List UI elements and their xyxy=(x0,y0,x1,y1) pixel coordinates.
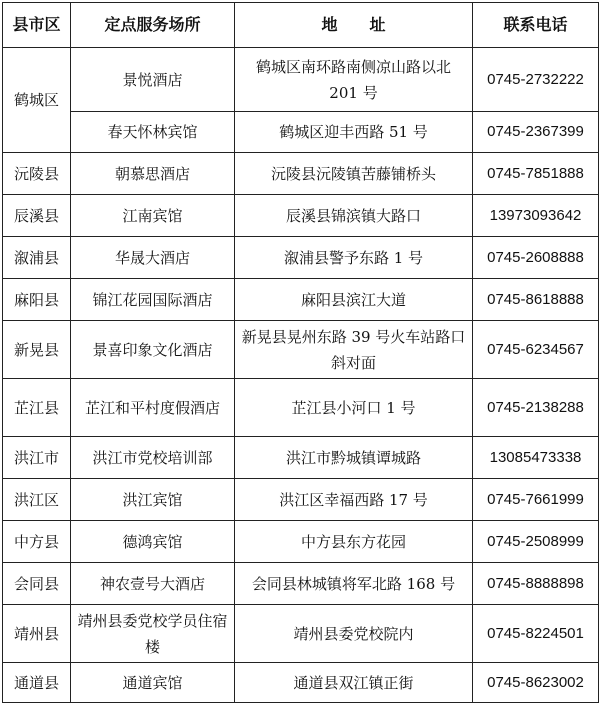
address-cell: 洪江区幸福西路 17 号 xyxy=(235,479,473,521)
phone-cell: 13085473338 xyxy=(473,437,599,479)
phone-cell: 0745-6234567 xyxy=(473,321,599,379)
venue-cell: 通道宾馆 xyxy=(71,663,235,703)
table-row xyxy=(3,195,599,237)
table-row xyxy=(3,321,599,379)
venue-cell: 江南宾馆 xyxy=(71,195,235,237)
header-phone: 联系电话 xyxy=(473,3,599,48)
venue-cell: 春天怀林宾馆 xyxy=(71,112,235,153)
table-row xyxy=(3,437,599,479)
phone-cell: 0745-2732222 xyxy=(473,48,599,112)
venue-cell: 洪江市党校培训部 xyxy=(71,437,235,479)
county-cell: 会同县 xyxy=(3,563,71,605)
county-cell: 辰溪县 xyxy=(3,195,71,237)
table-row xyxy=(3,479,599,521)
header-venue: 定点服务场所 xyxy=(71,3,235,48)
table-row xyxy=(3,279,599,321)
county-cell: 靖州县 xyxy=(3,605,71,663)
venue-cell: 德鸿宾馆 xyxy=(71,521,235,563)
county-cell: 洪江市 xyxy=(3,437,71,479)
venue-cell: 华晟大酒店 xyxy=(71,237,235,279)
phone-cell: 0745-7851888 xyxy=(473,153,599,195)
table-row xyxy=(3,153,599,195)
venue-cell: 景喜印象文化酒店 xyxy=(71,321,235,379)
county-cell: 中方县 xyxy=(3,521,71,563)
phone-cell: 0745-2367399 xyxy=(473,112,599,153)
phone-cell: 0745-8888898 xyxy=(473,563,599,605)
venue-cell: 芷江和平村度假酒店 xyxy=(71,379,235,437)
venue-cell: 神农壹号大酒店 xyxy=(71,563,235,605)
address-cell: 沅陵县沅陵镇苦藤铺桥头 xyxy=(235,153,473,195)
address-cell: 会同县林城镇将军北路 168 号 xyxy=(235,563,473,605)
venue-cell: 洪江宾馆 xyxy=(71,479,235,521)
venue-cell: 景悦酒店 xyxy=(71,48,235,112)
address-cell: 洪江市黔城镇谭城路 xyxy=(235,437,473,479)
phone-cell: 0745-8618888 xyxy=(473,279,599,321)
address-cell: 新晃县晃州东路 39 号火车站路口斜对面 xyxy=(235,321,473,379)
address-cell: 辰溪县锦滨镇大路口 xyxy=(235,195,473,237)
header-row xyxy=(3,3,599,48)
county-cell: 洪江区 xyxy=(3,479,71,521)
venue-cell: 朝慕思酒店 xyxy=(71,153,235,195)
county-cell: 新晃县 xyxy=(3,321,71,379)
county-cell: 沅陵县 xyxy=(3,153,71,195)
county-cell: 鹤城区 xyxy=(3,48,71,153)
phone-cell: 13973093642 xyxy=(473,195,599,237)
county-cell: 麻阳县 xyxy=(3,279,71,321)
header-county: 县市区 xyxy=(3,3,71,48)
table-row xyxy=(3,237,599,279)
table-row xyxy=(3,563,599,605)
phone-cell: 0745-2138288 xyxy=(473,379,599,437)
phone-cell: 0745-2608888 xyxy=(473,237,599,279)
table-row xyxy=(3,379,599,437)
table-row xyxy=(3,663,599,703)
address-cell: 溆浦县警予东路 1 号 xyxy=(235,237,473,279)
phone-cell: 0745-2508999 xyxy=(473,521,599,563)
table-row xyxy=(3,521,599,563)
address-cell: 通道县双江镇正街 xyxy=(235,663,473,703)
venue-cell: 锦江花园国际酒店 xyxy=(71,279,235,321)
phone-cell: 0745-8224501 xyxy=(473,605,599,663)
county-cell: 通道县 xyxy=(3,663,71,703)
address-cell: 靖州县委党校院内 xyxy=(235,605,473,663)
table-row xyxy=(3,605,599,663)
phone-cell: 0745-8623002 xyxy=(473,663,599,703)
phone-cell: 0745-7661999 xyxy=(473,479,599,521)
service-locations-table xyxy=(2,2,599,703)
county-cell: 芷江县 xyxy=(3,379,71,437)
address-cell: 鹤城区迎丰西路 51 号 xyxy=(235,112,473,153)
address-cell: 麻阳县滨江大道 xyxy=(235,279,473,321)
venue-cell: 靖州县委党校学员住宿楼 xyxy=(71,605,235,663)
address-cell: 鹤城区南环路南侧凉山路以北 201 号 xyxy=(235,48,473,112)
address-cell: 芷江县小河口 1 号 xyxy=(235,379,473,437)
county-cell: 溆浦县 xyxy=(3,237,71,279)
address-cell: 中方县东方花园 xyxy=(235,521,473,563)
table-row xyxy=(3,112,599,153)
header-address: 地 址 xyxy=(235,3,473,48)
table-row xyxy=(3,48,599,112)
